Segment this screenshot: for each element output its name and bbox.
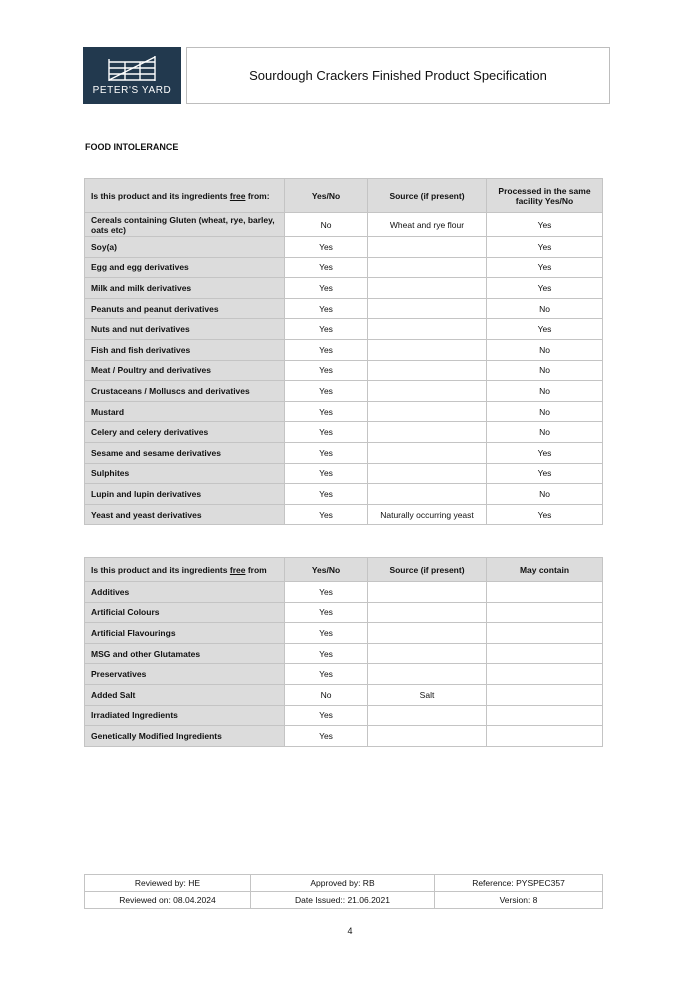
allergen-name: Egg and egg derivatives: [85, 257, 285, 278]
may-contain-value: [487, 582, 603, 603]
table-row: [85, 602, 603, 623]
table-row: [85, 582, 603, 603]
allergen-name: Celery and celery derivatives: [85, 422, 285, 443]
table-row: [85, 360, 603, 381]
page-number: 4: [347, 926, 353, 936]
allergen-name: Fish and fish derivatives: [85, 339, 285, 360]
free-from-value: No: [285, 213, 368, 237]
source-value: [368, 602, 487, 623]
source-value: [368, 582, 487, 603]
free-from-value: Yes: [285, 442, 368, 463]
free-from-value: Yes: [285, 360, 368, 381]
free-from-value: Yes: [285, 726, 368, 747]
free-from-value: Yes: [285, 237, 368, 258]
table-row: [85, 319, 603, 340]
facility-value: Yes: [487, 237, 603, 258]
free-from-value: Yes: [285, 623, 368, 644]
may-contain-value: [487, 623, 603, 644]
table-header-row: [85, 179, 603, 213]
source-value: [368, 664, 487, 685]
facility-value: No: [487, 401, 603, 422]
source-value: [368, 401, 487, 422]
table-row: [85, 422, 603, 443]
column-header-yes-no: Yes/No: [285, 179, 368, 213]
free-from-value: Yes: [285, 484, 368, 505]
free-from-value: Yes: [285, 319, 368, 340]
free-from-value: Yes: [285, 643, 368, 664]
gate-icon: [105, 53, 159, 83]
additive-name: Artificial Flavourings: [85, 623, 285, 644]
may-contain-value: [487, 726, 603, 747]
table-row: [85, 705, 603, 726]
facility-value: Yes: [487, 442, 603, 463]
facility-value: No: [487, 360, 603, 381]
source-value: [368, 339, 487, 360]
additive-name: Genetically Modified Ingredients: [85, 726, 285, 747]
column-header-yes-no: Yes/No: [285, 558, 368, 582]
allergen-name: Cereals containing Gluten (wheat, rye, barley, oats etc): [85, 213, 285, 237]
logo-text: PETER'S YARD: [92, 85, 172, 96]
source-value: [368, 726, 487, 747]
facility-value: Yes: [487, 504, 603, 525]
table-row: [85, 643, 603, 664]
allergen-name: Soy(a): [85, 237, 285, 258]
free-from-value: Yes: [285, 664, 368, 685]
table-header-row: [85, 558, 603, 582]
facility-value: No: [487, 422, 603, 443]
column-header-facility: Processed in the same facility Yes/No: [487, 179, 603, 213]
free-from-value: Yes: [285, 602, 368, 623]
free-from-value: Yes: [285, 381, 368, 402]
source-value: [368, 463, 487, 484]
additives-table: [84, 557, 603, 747]
facility-value: No: [487, 298, 603, 319]
date-issued: Date Issued:: 21.06.2021: [251, 892, 435, 909]
source-value: [368, 298, 487, 319]
footer-row: [85, 892, 603, 909]
free-from-value: Yes: [285, 401, 368, 422]
table-row: [85, 298, 603, 319]
free-from-value: Yes: [285, 278, 368, 299]
free-from-value: Yes: [285, 339, 368, 360]
version: Version: 8: [435, 892, 603, 909]
document-title: Sourdough Crackers Finished Product Specification: [186, 47, 610, 104]
facility-value: Yes: [487, 257, 603, 278]
reviewed-on: Reviewed on: 08.04.2024: [85, 892, 251, 909]
source-value: [368, 623, 487, 644]
may-contain-value: [487, 705, 603, 726]
table-row: [85, 664, 603, 685]
additive-name: Artificial Colours: [85, 602, 285, 623]
source-value: [368, 705, 487, 726]
source-value: [368, 643, 487, 664]
free-from-value: Yes: [285, 504, 368, 525]
additive-name: Irradiated Ingredients: [85, 705, 285, 726]
reference: Reference: PYSPEC357: [435, 875, 603, 892]
table-row: [85, 381, 603, 402]
approved-by: Approved by: RB: [251, 875, 435, 892]
facility-value: Yes: [487, 319, 603, 340]
table-row: [85, 504, 603, 525]
table-row: [85, 463, 603, 484]
table-row: [85, 339, 603, 360]
free-from-value: No: [285, 684, 368, 705]
may-contain-value: [487, 602, 603, 623]
table-row: [85, 726, 603, 747]
source-value: [368, 278, 487, 299]
allergen-name: Meat / Poultry and derivatives: [85, 360, 285, 381]
source-value: [368, 237, 487, 258]
source-value: Naturally occurring yeast: [368, 504, 487, 525]
column-header-source: Source (if present): [368, 179, 487, 213]
may-contain-value: [487, 643, 603, 664]
facility-value: No: [487, 484, 603, 505]
column-header-source: Source (if present): [368, 558, 487, 582]
source-value: [368, 484, 487, 505]
additive-name: Preservatives: [85, 664, 285, 685]
source-value: Wheat and rye flour: [368, 213, 487, 237]
food-intolerance-table: [84, 178, 603, 525]
table-row: [85, 484, 603, 505]
table-row: [85, 623, 603, 644]
free-from-value: Yes: [285, 257, 368, 278]
table-row: [85, 278, 603, 299]
footer-row: [85, 875, 603, 892]
table-row: [85, 237, 603, 258]
free-from-value: Yes: [285, 582, 368, 603]
source-value: [368, 360, 487, 381]
table-row: [85, 442, 603, 463]
column-header-may-contain: May contain: [487, 558, 603, 582]
source-value: [368, 381, 487, 402]
table-row: [85, 401, 603, 422]
allergen-name: Peanuts and peanut derivatives: [85, 298, 285, 319]
allergen-name: Crustaceans / Molluscs and derivatives: [85, 381, 285, 402]
company-logo: [83, 47, 181, 104]
source-value: [368, 257, 487, 278]
allergen-name: Nuts and nut derivatives: [85, 319, 285, 340]
facility-value: Yes: [487, 213, 603, 237]
may-contain-value: [487, 684, 603, 705]
source-value: Salt: [368, 684, 487, 705]
document-control-table: [84, 874, 603, 909]
free-from-value: Yes: [285, 463, 368, 484]
facility-value: No: [487, 339, 603, 360]
column-header-question: Is this product and its ingredients free from:: [85, 179, 285, 213]
additive-name: Added Salt: [85, 684, 285, 705]
facility-value: Yes: [487, 278, 603, 299]
table-row: [85, 684, 603, 705]
free-from-value: Yes: [285, 705, 368, 726]
free-from-value: Yes: [285, 422, 368, 443]
may-contain-value: [487, 664, 603, 685]
allergen-name: Milk and milk derivatives: [85, 278, 285, 299]
additive-name: MSG and other Glutamates: [85, 643, 285, 664]
source-value: [368, 422, 487, 443]
table-row: [85, 213, 603, 237]
allergen-name: Mustard: [85, 401, 285, 422]
allergen-name: Yeast and yeast derivatives: [85, 504, 285, 525]
reviewed-by: Reviewed by: HE: [85, 875, 251, 892]
allergen-name: Sulphites: [85, 463, 285, 484]
allergen-name: Sesame and sesame derivatives: [85, 442, 285, 463]
table-row: [85, 257, 603, 278]
source-value: [368, 442, 487, 463]
allergen-name: Lupin and lupin derivatives: [85, 484, 285, 505]
free-from-value: Yes: [285, 298, 368, 319]
facility-value: Yes: [487, 463, 603, 484]
section-heading-food-intolerance: FOOD INTOLERANCE: [85, 142, 179, 152]
source-value: [368, 319, 487, 340]
additive-name: Additives: [85, 582, 285, 603]
facility-value: No: [487, 381, 603, 402]
column-header-question: Is this product and its ingredients free from: [85, 558, 285, 582]
